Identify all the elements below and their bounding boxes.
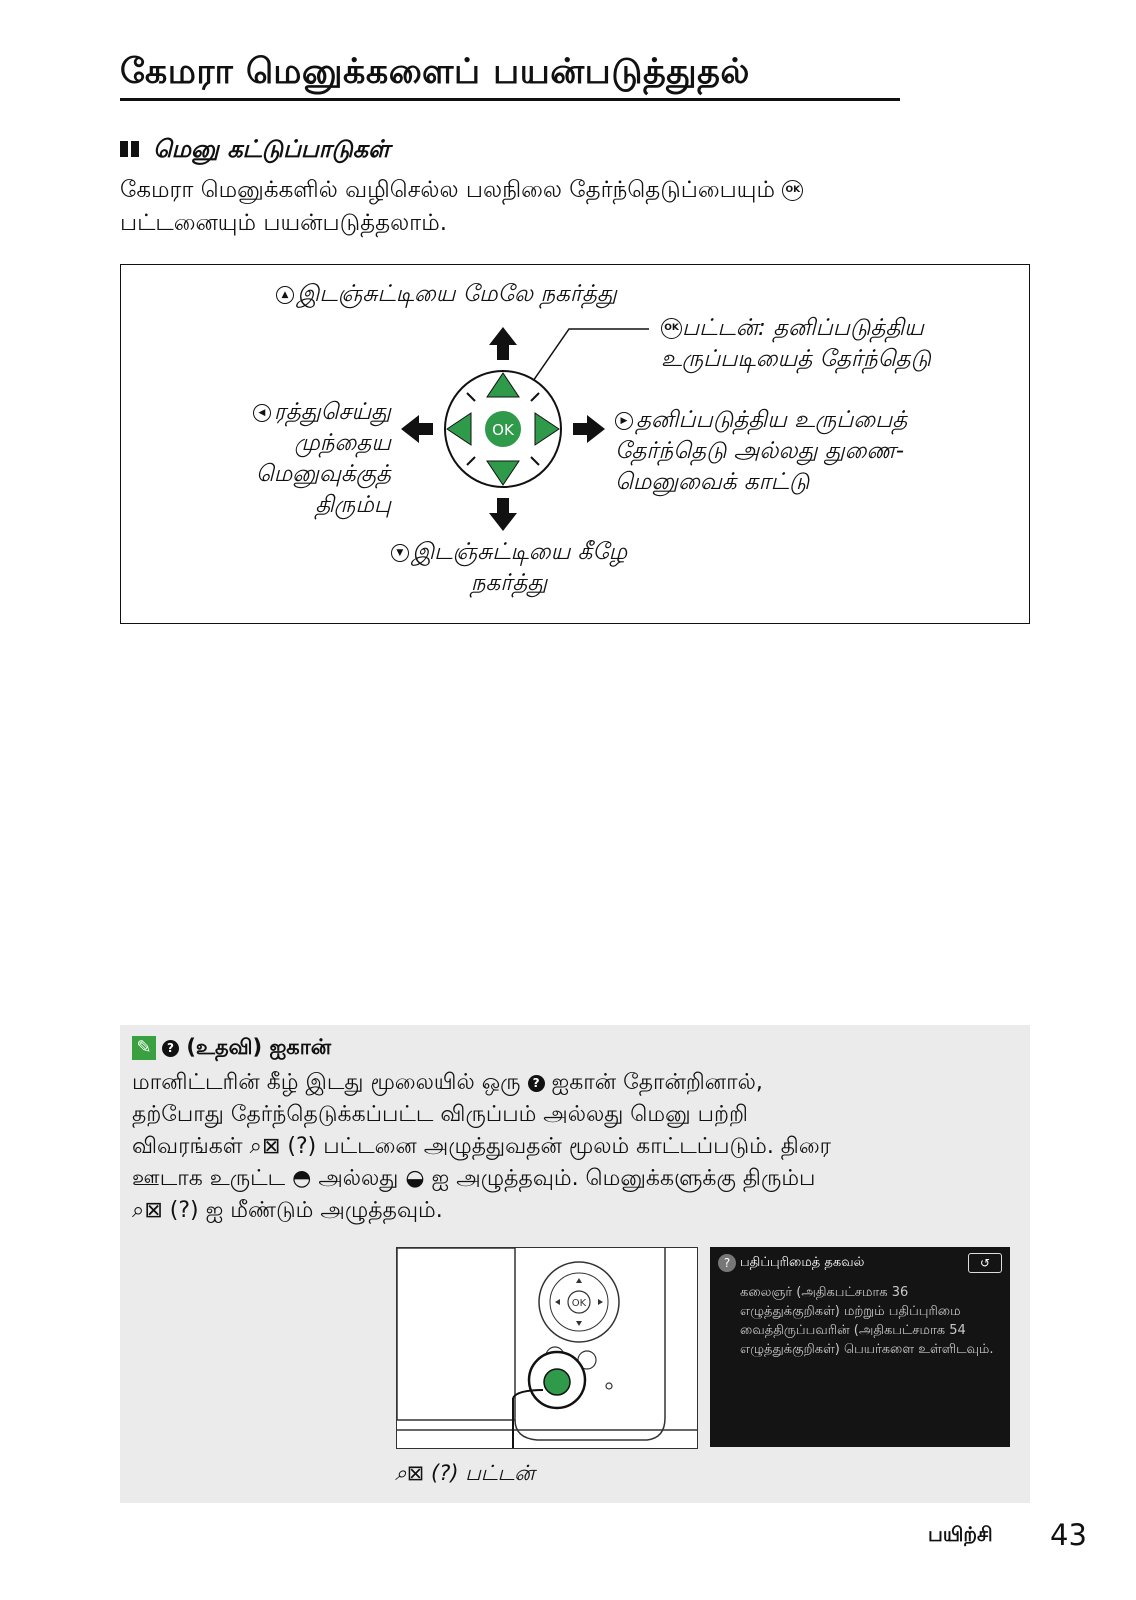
- bullet-mark-icon: [120, 141, 128, 157]
- page-number: 43: [1050, 1518, 1087, 1552]
- multi-selector-up-icon: ▲: [276, 286, 294, 304]
- ok-button-icon: OK: [782, 180, 803, 201]
- help-tip-box: [120, 1025, 1030, 1503]
- pencil-check-icon: ✎: [132, 1036, 156, 1060]
- svg-text:OK: OK: [571, 1298, 587, 1309]
- section-heading: [120, 135, 390, 166]
- camera-back-graphic: [397, 1248, 697, 1448]
- right-label: ▶ தனிப்படுத்திய உருப்பைத் தேர்ந்தெடு அல்லது துணை- மெனுவைக் காட்டு: [615, 407, 908, 495]
- left-label: ◀ ரத்துசெய்து முந்தைய மெனுவுக்குத் திரும்பு: [181, 397, 391, 521]
- bullet-mark-icon: [131, 141, 139, 157]
- up-black-arrow-icon: [489, 327, 517, 360]
- screen-help-text: கலைஞர் (அதிகபட்சமாக 36 எழுத்துக்குறிகள்) மற்றும் பதிப்புரிமை வைத்திருப்பவரின் (அதிகபட்சமாக 54 எழுத்துக்குறிகள்) பெயர்களை உள்ளிடவும்.: [740, 1285, 994, 1357]
- tip-title: ✎ ? (உதவி) ஐகான்: [132, 1035, 331, 1062]
- help-icon: ?: [528, 1075, 545, 1092]
- ok-button-text: OK: [492, 421, 514, 439]
- help-icon: ?: [718, 1254, 736, 1272]
- help-button-caption: ⌕⊠ (?) பட்டன்: [395, 1461, 535, 1485]
- screen-header: ? பதிப்புரிமைத் தகவல் ↺: [718, 1251, 1002, 1275]
- multi-selector-diagram: [120, 264, 1030, 624]
- up-label: ▲ இடஞ்சுட்டியை மேலே நகர்த்து: [276, 279, 617, 310]
- camera-back-illustration: [396, 1247, 698, 1449]
- down-black-arrow-icon: [489, 498, 517, 531]
- left-black-arrow-icon: [401, 415, 433, 443]
- tip-body: மானிட்டரின் கீழ் இடது மூலையில் ஒரு ? ஐகான் தோன்றினால், தற்போது தேர்ந்தெடுக்கப்பட்ட விருப்பம் அல்லது மெனு பற்றி விவரங்கள் ⌕⊠ (?) பட்டனை அழுத்துவதன் மூலம் காட்டப்படும். திரை ஊடாக உருட்ட ◓ அல்லது ◒ ஐ அழுத்தவும். மெனுக்களுக்கு திரும்ப ⌕⊠ (?) ஐ மீண்டும் அழுத்தவும்.: [132, 1070, 832, 1223]
- page-title: கேமரா மெனுக்களைப் பயன்படுத்துதல்: [120, 52, 900, 101]
- intro-paragraph: [120, 174, 1030, 240]
- intro-text-2: பட்டனையும் பயன்படுத்தலாம்.: [120, 210, 448, 236]
- intro-text: கேமரா மெனுக்களில் வழிசெல்ல பலநிலை தேர்ந்தெடுப்பையும்: [120, 177, 776, 203]
- down-label: ▼ இடஞ்சுட்டியை கீழே நகர்த்து: [359, 537, 659, 599]
- multi-selector-left-icon: ◀: [253, 404, 271, 422]
- multi-selector-right-icon: ▶: [615, 412, 633, 430]
- multi-selector-down-icon: ▼: [391, 544, 409, 562]
- ok-label: OK பட்டன்: தனிப்படுத்திய உருப்படியைத் தேர்ந்தெடு: [661, 315, 931, 372]
- section-heading-text: மெனு கட்டுப்பாடுகள்: [153, 135, 390, 163]
- ok-glyph-icon: OK: [661, 318, 682, 339]
- help-icon: ?: [162, 1040, 179, 1057]
- right-black-arrow-icon: [573, 415, 605, 443]
- back-icon: ↺: [968, 1253, 1002, 1273]
- help-screen-monitor: [710, 1247, 1010, 1447]
- footer-section-label: பயிற்சி: [928, 1522, 993, 1546]
